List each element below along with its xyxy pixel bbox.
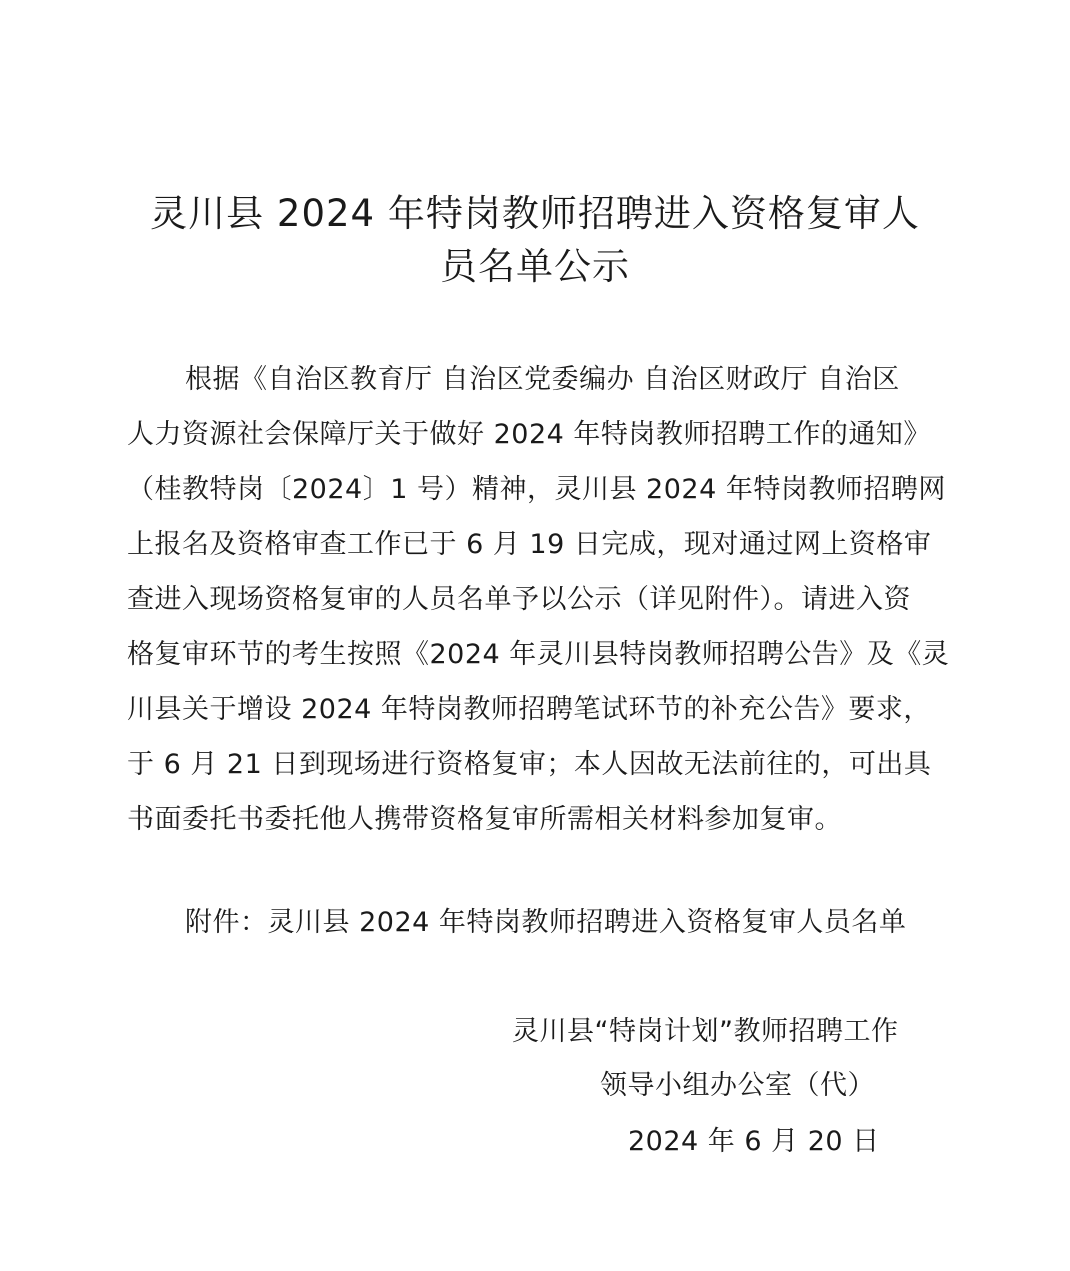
- document-title-line-2: 员名单公示: [440, 245, 630, 288]
- document-title-line-1: 灵川县 2024 年特岗教师招聘进入资格复审人: [150, 192, 920, 235]
- body-line: （桂教特岗〔2024〕1 号）精神，灵川县 2024 年特岗教师招聘网: [127, 474, 946, 505]
- body-line: 川县关于增设 2024 年特岗教师招聘笔试环节的补充公告》要求，: [127, 694, 931, 725]
- body-line: 于 6 月 21 日到现场进行资格复审；本人因故无法前往的，可出具: [127, 749, 932, 780]
- signature-organization: 灵川县“特岗计划”教师招聘工作: [512, 1016, 899, 1047]
- document-body: [127, 352, 967, 847]
- attachment-note: 附件：灵川县 2024 年特岗教师招聘进入资格复审人员名单: [185, 907, 907, 938]
- body-line: 格复审环节的考生按照《2024 年灵川县特岗教师招聘公告》及《灵: [127, 639, 950, 670]
- body-line: 根据《自治区教育厅 自治区党委编办 自治区财政厅 自治区: [185, 364, 900, 395]
- body-line: 查进入现场资格复审的人员名单予以公示（详见附件）。请进入资: [127, 584, 911, 615]
- signature-date: 2024 年 6 月 20 日: [628, 1126, 880, 1157]
- body-line: 书面委托书委托他人携带资格复审所需相关材料参加复审。: [127, 804, 842, 835]
- body-line: 人力资源社会保障厅关于做好 2024 年特岗教师招聘工作的通知》: [127, 419, 931, 450]
- body-line: 上报名及资格审查工作已于 6 月 19 日完成，现对通过网上资格审: [127, 529, 932, 560]
- signature-office: 领导小组办公室（代）: [600, 1070, 875, 1101]
